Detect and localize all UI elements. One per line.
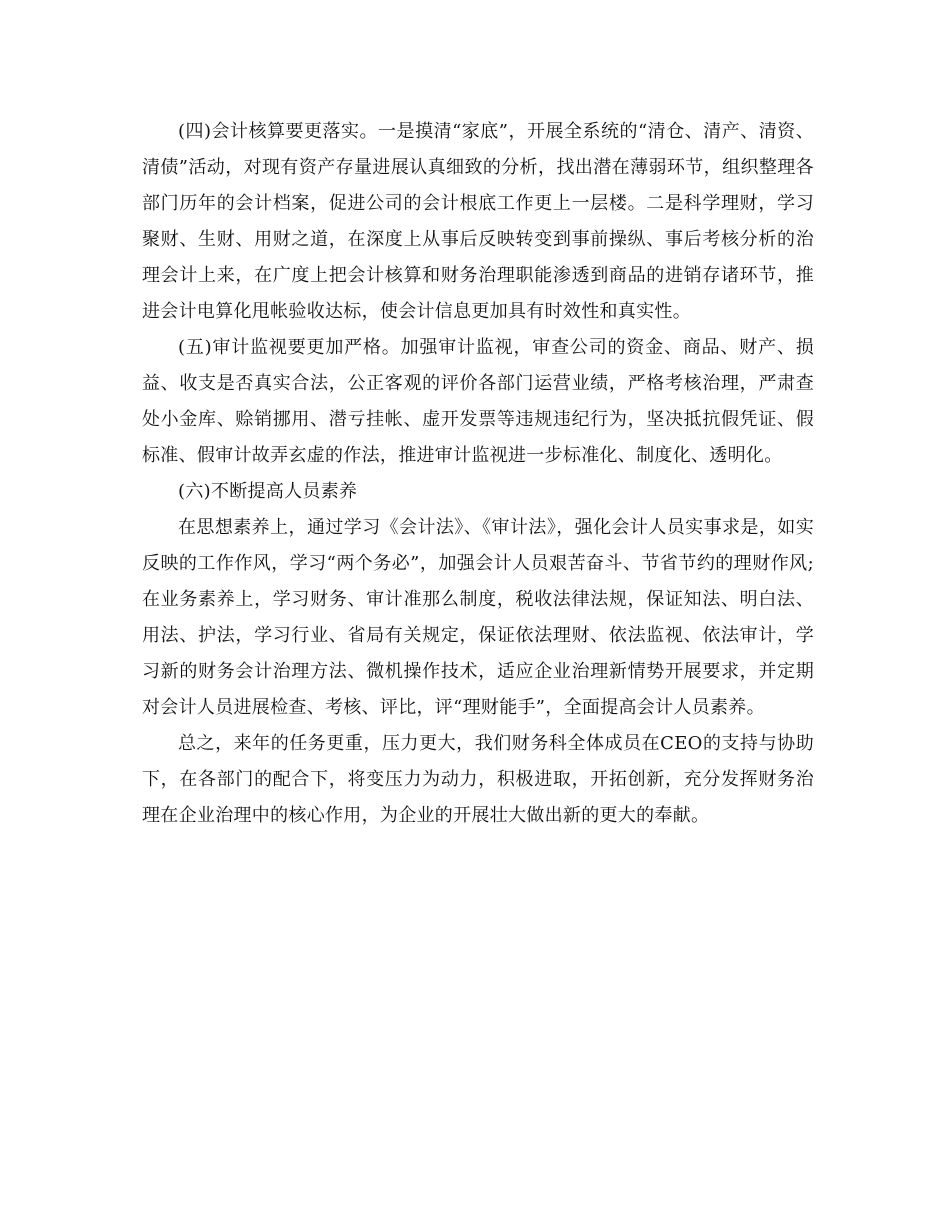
document-body	[142, 114, 814, 834]
paragraph-heading-staff-quality: (六)不断提高人员素养	[178, 481, 358, 502]
paragraph-accounting: (四)会计核算要更落实。一是摸清“家底”，开展全系统的“清仓、清产、清资、清债”活动，对现有资产存量进展认真细致的分析，找出潜在薄弱环节，组织整理各部门历年的会计档案，促进公司的会计根底工作更上一层楼。二是科学理财，学习聚财、生财、用财之道，在深度上从事后反映转变到事前操纵、事后考核分析的治理会计上来，在广度上把会计核算和财务治理职能渗透到商品的进销存诸环节，推进会计电算化甩帐验收达标，使会计信息更加具有时效性和真实性。	[142, 121, 814, 322]
paragraph-audit: (五)审计监视要更加严格。加强审计监视，审查公司的资金、商品、财产、损益、收支是否真实合法，公正客观的评价各部门运营业绩，严格考核治理，严肃查处小金库、赊销挪用、潜亏挂帐、虚开发票等违规违纪行为，坚决抵抗假凭证、假标准、假审计故弄玄虚的作法，推进审计监视进一步标准化、制度化、透明化。	[142, 337, 814, 466]
paragraph-staff-quality: 在思想素养上，通过学习《会计法》、《审计法》，强化会计人员实事求是，如实反映的工作作风，学习“两个务必”，加强会计人员艰苦奋斗、节省节约的理财作风;在业务素养上，学习财务、审计准那么制度，税收法律法规，保证知法、明白法、用法、护法，学习行业、省局有关规定，保证依法理财、依法监视、依法审计，学习新的财务会计治理方法、微机操作技术，适应企业治理新情势开展要求，并定期对会计人员进展检查、考核、评比，评“理财能手”，全面提高会计人员素养。	[142, 517, 814, 718]
paragraph-conclusion: 总之，来年的任务更重，压力更大，我们财务科全体成员在CEO的支持与协助下，在各部门的配合下，将变压力为动力，积极进取，开拓创新，充分发挥财务治理在企业治理中的核心作用，为企业的开展壮大做出新的更大的奉献。	[142, 733, 814, 826]
